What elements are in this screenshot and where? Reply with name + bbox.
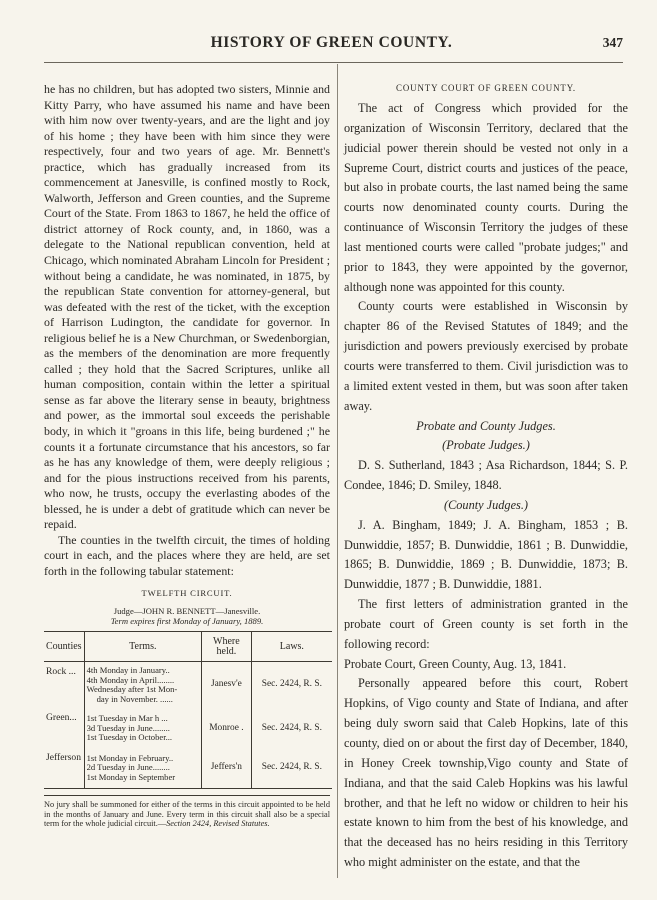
term-entry: Wednesday after 1st Mon- [86, 684, 178, 695]
term-entry: day in November. ...... [96, 693, 173, 704]
footnote-citation: Section 2424, Revised Statutes. [166, 819, 270, 829]
table-footnote [44, 795, 330, 829]
judges-subheading: Probate and County Judges. [416, 418, 556, 433]
circuit-table [44, 631, 332, 789]
county-judges-subheading: (County Judges.) [443, 497, 528, 512]
left-column [44, 82, 330, 829]
where-held-cell: Monroe . [202, 708, 252, 748]
county-cell: Rock ... [44, 662, 84, 709]
laws-cell: Sec. 2424, R. S. [261, 722, 322, 733]
section-heading: COUNTY COURT OF GREEN COUNTY. [396, 83, 576, 93]
probate-judges-subheading: (Probate Judges.) [442, 438, 530, 453]
term-entry: 1st Monday in September [86, 771, 176, 782]
first-letters-paragraph: The first letters of administration granted in the probate court of Green county is set forth in the following record: [344, 597, 628, 651]
where-held-cell: Janesv'e [202, 662, 252, 709]
biography-paragraph: he has no children, but has adopted two sisters, Minnie and Kitty Parry, who have assumed his name and have been with him now over twenty-years, and are the light and joy of his home ; they have been with him since they were respectively, four and two years of age. Mr. Bennett's practice, which has gradually increased from its commencement at Janesville, is confined mostly to Rock, Walworth, Jefferson and Green counties, and the Supreme Court of the State. From 1863 to 1867, he held the office of district attorney of Rock county, and, in 1860, was a delegate to the National republican convention, held at Chicago, which nominated Abraham Lincoln for President ; without being a candidate, he was nominated, in 1875, by the republican State convention for attorney-general, but was defeated with the rest of the ticket, with the exception of Harrison Ludington, the candidate for governor. In religious belief he is a New Churchman, or Swedenborgian, as the members of the denomination are more frequently called ; they hold that the Sacred Scriptures, unlike all human composition, contain within the letter a spiritual sense as far above the literary sense in beauty, brightness and power, as the immortal soul exceeds the perishable body, in which it "groans in this life, being burdened ;" he counts it a fortunate circumstance that his ancestors, so far as he has any knowledge of them, were deeply religious ; and for the pious instructions received from his parents, who now, he trusts, occupy the everlasting abodes of the blessed, he is under a debt of gratitude which can never be repaid. [44, 82, 330, 532]
term-entry: 3d Tuesday in June........ [86, 722, 170, 733]
county-judges-list: J. A. Bingham, 1849; J. A. Bingham, 1853 ; B. Dunwiddie, 1857; B. Dunwiddie, 1861 ; B. Dunwiddie, 1865; B. Dunwiddie, 1869 ; B. Dunwiddie, 1873; B. Dunwiddie, 1877 ; B. Dunwiddie, 1881. [344, 517, 628, 592]
county-court-paragraph: The act of Congress which provided for the organization of Wisconsin Territory, declared that the judicial power therein should be vested not only in a Supreme Court, district courts and justices of the peace, but also in probate courts, the last named being the same courts now denominated county courts. During the continuance of Wisconsin Territory the judges of these last mentioned courts were called "probate judges;" and prior to 1843, they were appointed by the governor, although none was appointed for this county. [344, 101, 628, 294]
county-courts-established-paragraph: County courts were established in Wisconsin by chapter 86 of the Revised Statutes of 1849; and the jurisdiction and powers previously exercised by probate courts were transferred to them. Civil jurisdiction was to a limited extent vested in them, but was soon after taken away. [344, 299, 628, 413]
header-counties: Counties [44, 632, 84, 662]
term-entry: 4th Monday in April........ [86, 674, 175, 685]
table-header-row [44, 632, 332, 662]
laws-cell: Sec. 2424, R. S. [261, 679, 322, 690]
table-row [44, 708, 332, 748]
header-where-held: Where held. [202, 632, 252, 662]
terms-cell [84, 662, 201, 709]
laws-cell: Sec. 2424, R. S. [261, 762, 322, 773]
term-entry: 1st Monday in February.. [86, 752, 174, 763]
judge-line: Judge—JOHN R. BENNETT—Janesville. [113, 606, 261, 617]
right-column [344, 82, 628, 873]
term-entry: 1st Tuesday in October... [86, 732, 173, 743]
term-expiry-line: Term expires first Monday of January, 1889. [110, 616, 264, 627]
record-heading: Probate Court, Green County, Aug. 13, 1841. [344, 656, 567, 671]
header-terms: Terms. [84, 632, 201, 662]
page-title: HISTORY OF GREEN COUNTY. [210, 34, 453, 51]
probate-judges-list: D. S. Sutherland, 1843 ; Asa Richardson, 1844; S. P. Condee, 1846; D. Smiley, 1848. [344, 458, 628, 493]
county-cell: Green... [44, 708, 84, 748]
table-row [44, 748, 332, 788]
circuit-heading: TWELFTH CIRCUIT. [141, 587, 233, 598]
header-laws: Laws. [251, 632, 332, 662]
county-cell: Jefferson [44, 748, 84, 788]
circuit-intro-paragraph: The counties in the twelfth circuit, the times of holding court in each, and the places where they are held, are set forth in the following tabular statement: [44, 532, 330, 578]
page-number: 347 [602, 35, 623, 50]
where-held-cell: Jeffers'n [202, 748, 252, 788]
column-divider [337, 64, 338, 878]
running-header [40, 34, 623, 58]
terms-cell [84, 748, 201, 788]
term-entry: 2d Tuesday in June........ [86, 762, 170, 773]
record-paragraph: Personally appeared before this court, Robert Hopkins, of Vigo county and State of Indiana, and after being duly sworn said that Caleb Hopkins, late of this county, died on or about the first day of December, 1840, in Honey Creek township,Vigo county and State of Indiana, and that the said Caleb Hopkins was his lawful brother, and that he left no widow or children to heir his estate known to him from the best of his knowledge, and that the deceased has no heirs residing in this Territory who might administer on the estate, and that the [344, 676, 628, 870]
term-entry: 4th Monday in January.. [86, 665, 170, 676]
term-entry: 1st Tuesday in Mar h ... [86, 713, 168, 724]
table-row [44, 662, 332, 709]
terms-cell [84, 708, 201, 748]
header-rule [44, 62, 623, 63]
footnote-text: No jury shall be summoned for either of the terms in this circuit appointed to be held in the months of January and June. Every term in this circuit shall also be a special term for the whole judicial circuit.— [44, 799, 330, 829]
